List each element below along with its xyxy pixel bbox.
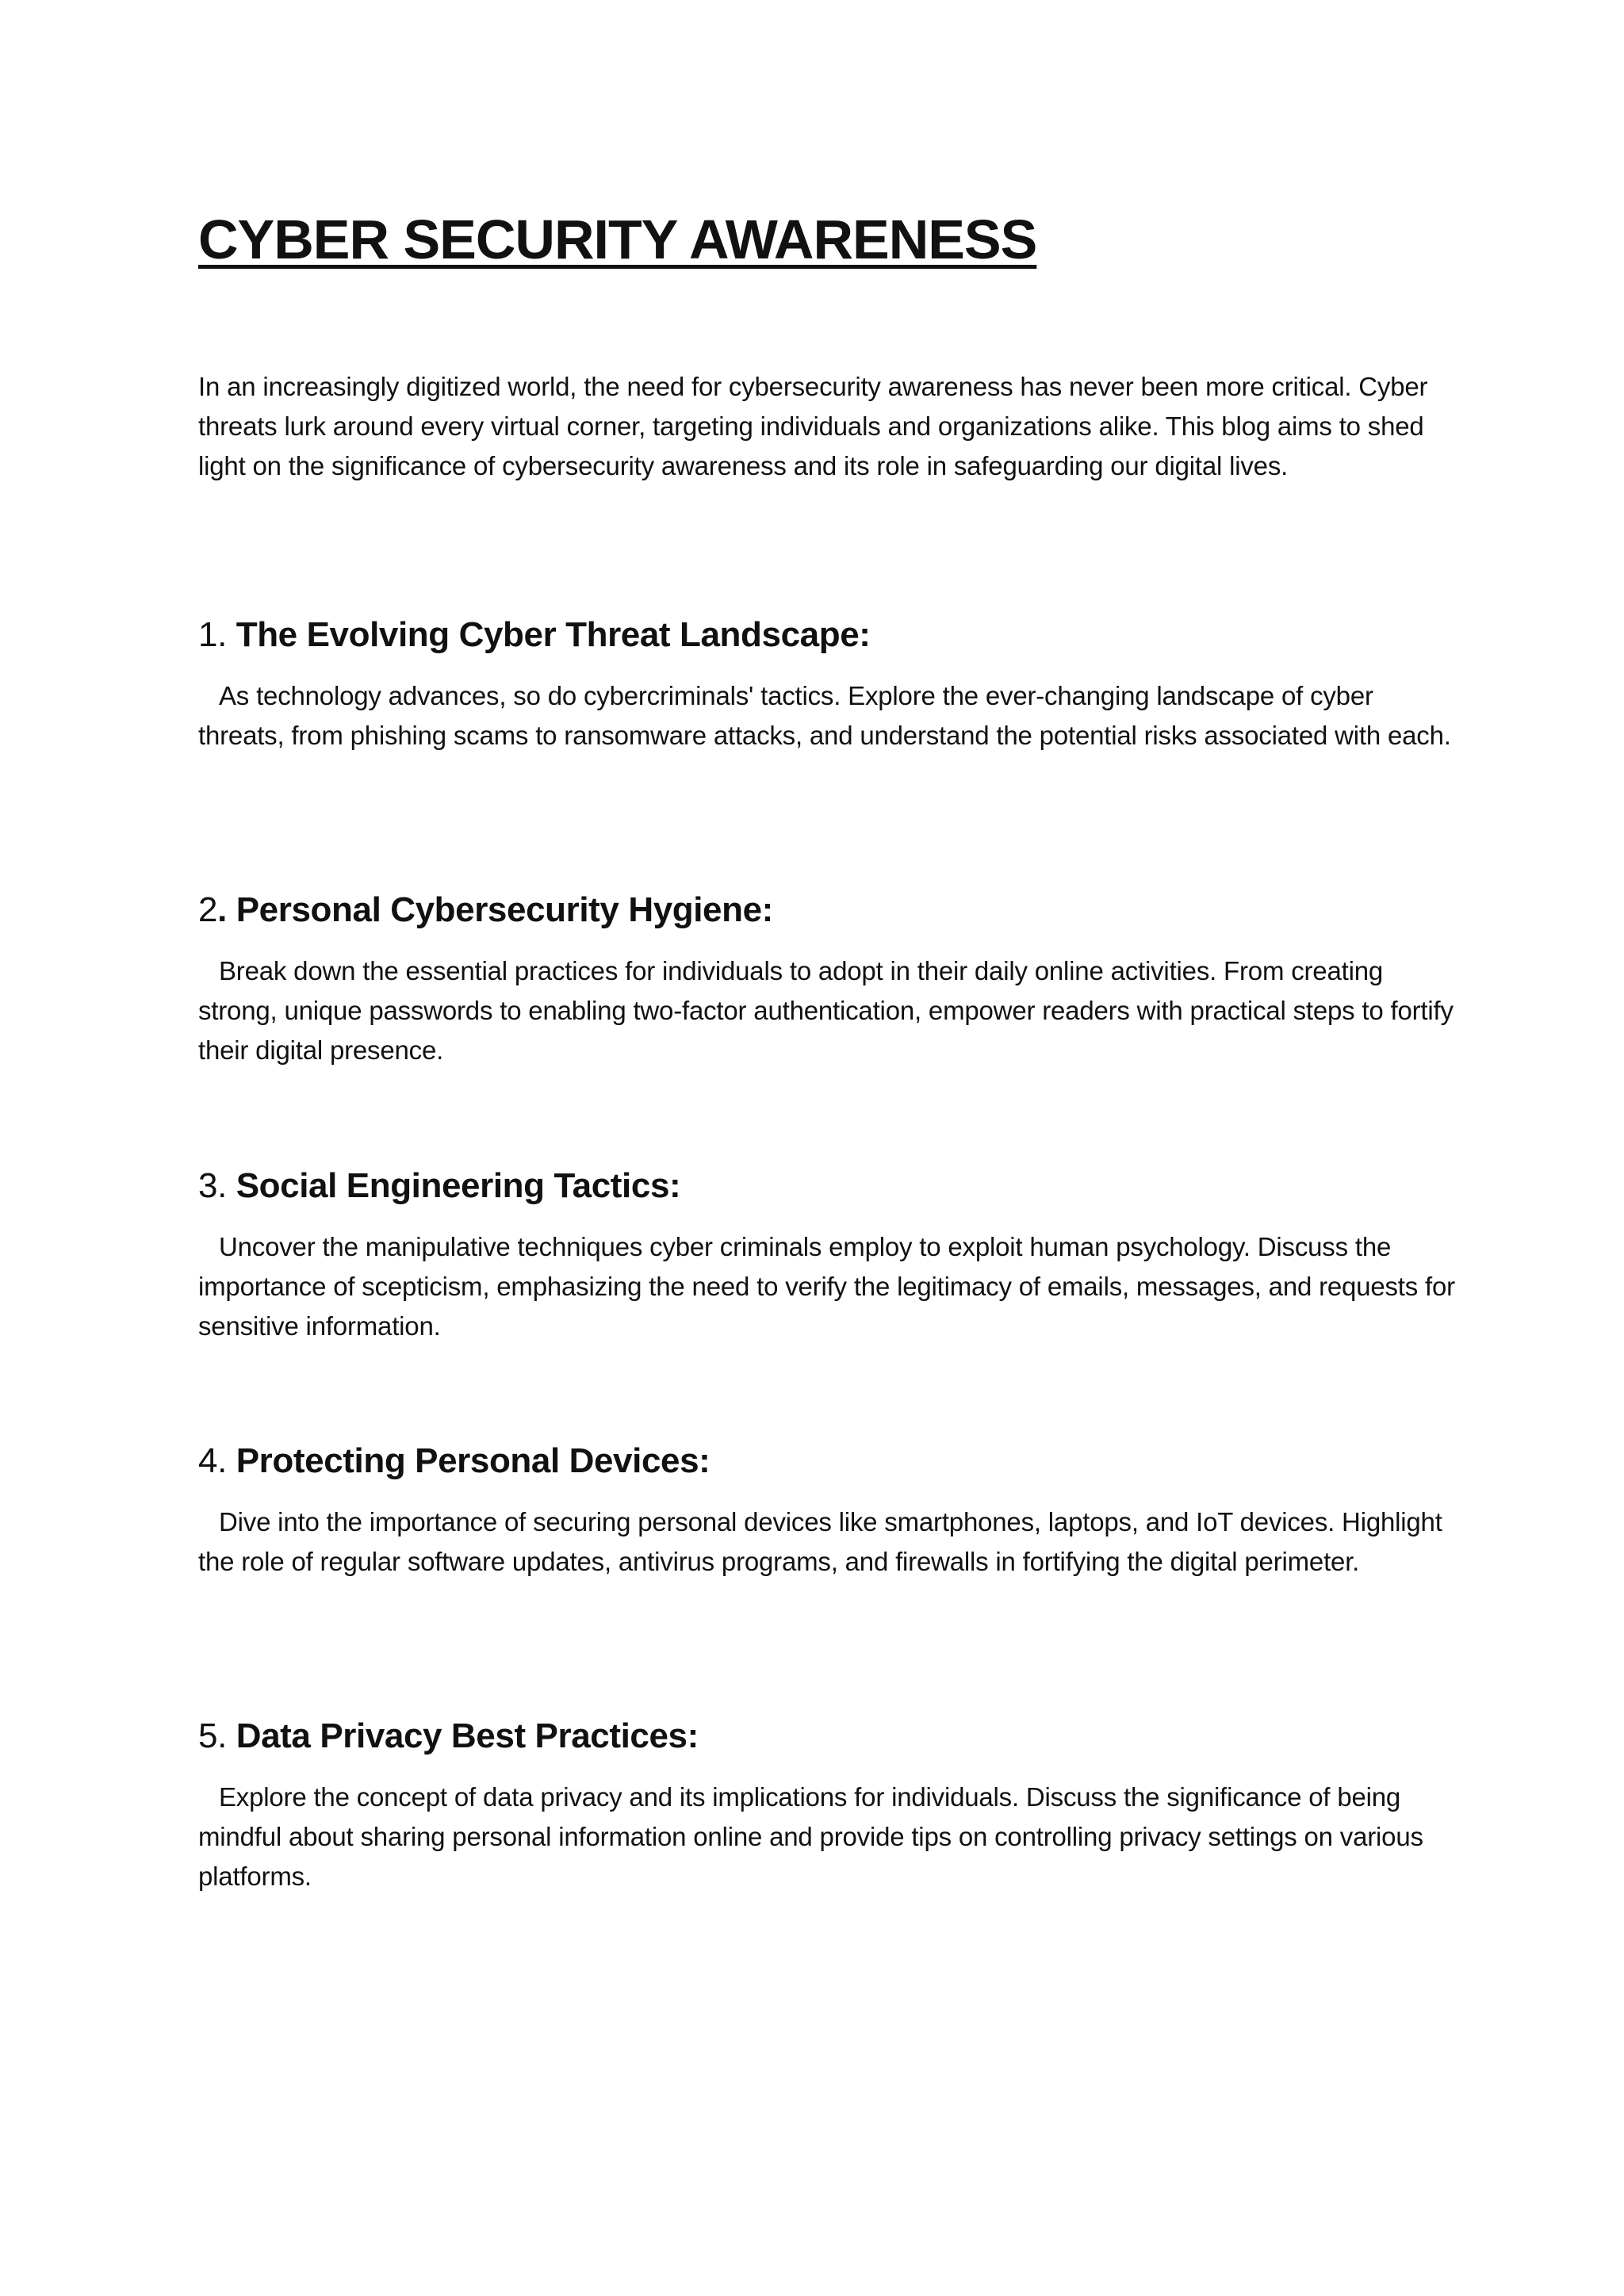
section-body: As technology advances, so do cybercriminals' tactics. Explore the ever-changing landscape of cyber threats, from phishing scams to ransomware attacks, and understand the potential risks associated with each. bbox=[198, 681, 1451, 750]
section-number: 3. bbox=[198, 1166, 227, 1205]
section-heading bbox=[198, 888, 1467, 932]
section-body: Explore the concept of data privacy and its implications for individuals. Discuss the significance of being mindful about sharing personal information online and provide tips on controlling privacy settings on various platforms. bbox=[198, 1782, 1423, 1891]
section-number: 2 bbox=[198, 890, 218, 929]
section-heading bbox=[198, 1714, 1467, 1758]
section-threat-landscape bbox=[198, 613, 1467, 756]
document-title: CYBER SECURITY AWARENESS bbox=[198, 209, 1037, 270]
section-heading-text: Protecting Personal Devices: bbox=[226, 1441, 710, 1480]
section-number: 4. bbox=[198, 1441, 227, 1480]
section-body: Dive into the importance of securing personal devices like smartphones, laptops, and IoT devices. Highlight the role of regular software updates, antivirus programs, and firewalls in fortifying the digital perimeter. bbox=[198, 1507, 1442, 1576]
section-protecting-devices bbox=[198, 1439, 1467, 1582]
intro-paragraph: In an increasingly digitized world, the need for cybersecurity awareness has never been more critical. Cyber threats lurk around every virtual corner, targeting individuals and organizations alike. This blog aims to shed light on the significance of cybersecurity awareness and its role in safeguarding our digital lives. bbox=[198, 372, 1428, 480]
section-heading-text: Data Privacy Best Practices: bbox=[226, 1716, 699, 1755]
section-heading bbox=[198, 1164, 1467, 1208]
section-number: 5. bbox=[198, 1716, 227, 1755]
section-heading-text: Social Engineering Tactics: bbox=[226, 1166, 681, 1205]
section-heading-text: The Evolving Cyber Threat Landscape: bbox=[226, 615, 871, 654]
section-data-privacy bbox=[198, 1714, 1467, 1896]
section-heading-text: . Personal Cybersecurity Hygiene: bbox=[217, 890, 773, 929]
section-social-engineering bbox=[198, 1164, 1467, 1346]
section-body: Uncover the manipulative techniques cyber criminals employ to exploit human psychology. Discuss the importance of scepticism, emphasizing the need to verify the legitimacy of emails, messages, and requests for sensitive information. bbox=[198, 1232, 1455, 1341]
section-body: Break down the essential practices for individuals to adopt in their daily online activities. From creating strong, unique passwords to enabling two-factor authentication, empower readers with practical steps to fortify their digital presence. bbox=[198, 956, 1454, 1065]
section-personal-hygiene bbox=[198, 888, 1467, 1070]
section-number: 1. bbox=[198, 615, 227, 654]
section-heading bbox=[198, 1439, 1467, 1483]
section-heading bbox=[198, 613, 1467, 657]
